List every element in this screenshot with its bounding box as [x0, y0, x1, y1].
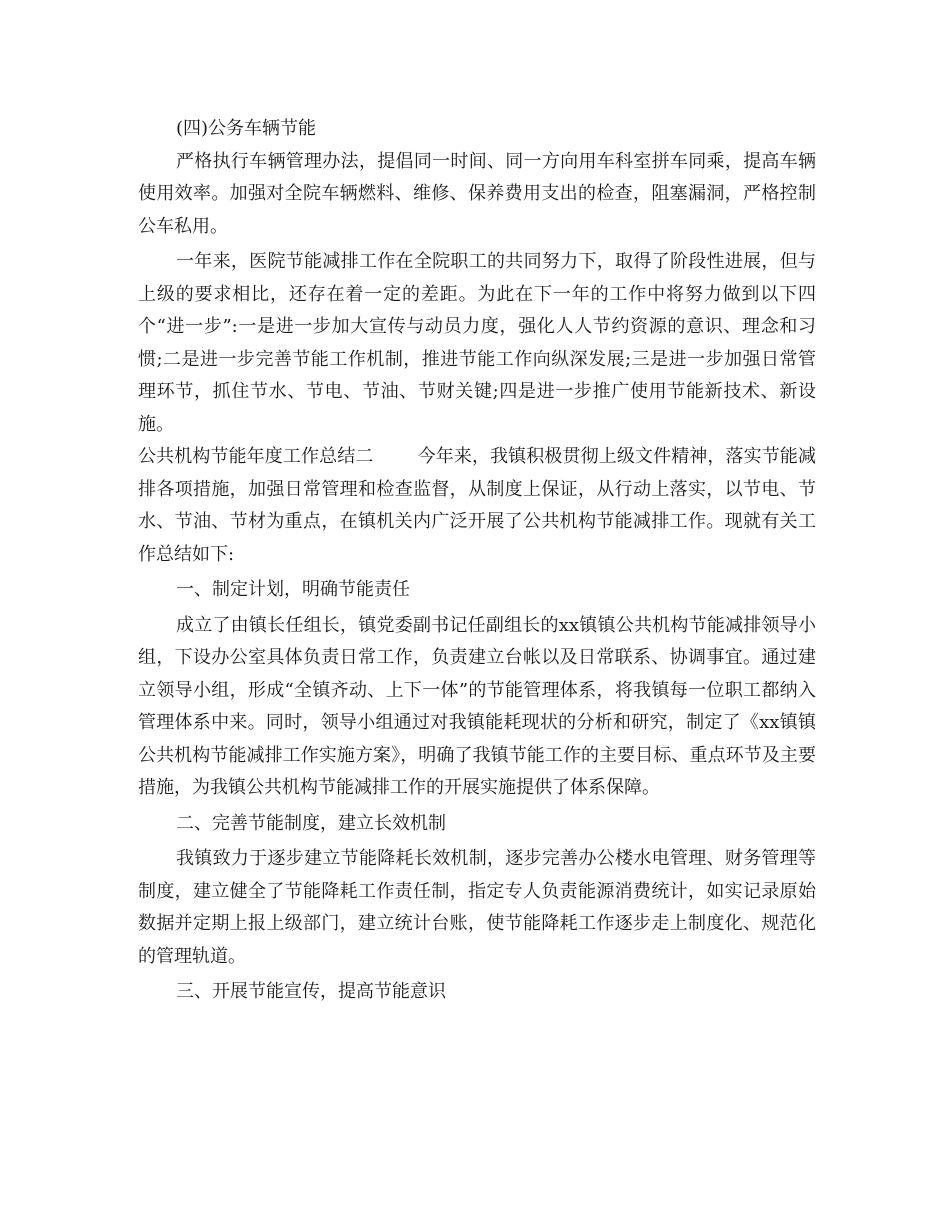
paragraph-leadership-group: 成立了由镇长任组长，镇党委副书记任副组长的xx镇镇公共机构节能减排领导小组，下设办公室具体负责日常工作，负责建立台帐以及日常联系、协调事宜。通过建立领导小组，形成“全镇齐动、上下一体”的节能管理体系，将我镇每一位职工都纳入管理体系中来。同时，领导小组通过对我镇能耗现状的分析和研究，制定了《xx镇镇公共机构节能减排工作实施方案》，明确了我镇节能工作的主要目标、重点环节及主要措施，为我镇公共机构节能减排工作的开展实施提供了体系保障。 [138, 614, 816, 798]
paragraph-vehicle-management: 严格执行车辆管理办法，提倡同一时间、同一方向用车科室拼车同乘，提高车辆使用效率。加强对全院车辆燃料、维修、保养费用支出的检查，阻塞漏洞，严格控制公车私用。 [138, 150, 816, 237]
section-heading-system: 二、完善节能制度，建立长效机制 [176, 812, 446, 834]
section-heading-publicity: 三、开展节能宣传，提高节能意识 [176, 981, 446, 1002]
section-heading-plan: 一、制定计划，明确节能责任 [176, 579, 410, 600]
section-heading-vehicle: (四)公务车辆节能 [176, 118, 317, 139]
paragraph-intro-text: 今年来，我镇积极贯彻上级文件精神，落实节能减排各项措施，加强日常管理和检查监督，从制度上保证，从行动上落实，以节电、节水、节油、节材为重点，在镇机关内广泛开展了公共机构节能减排工作。现就有关工作总结如下: [138, 446, 816, 565]
paragraph-year-summary: 一年来，医院节能减排工作在全院职工的共同努力下，取得了阶段性进展，但与上级的要求相比，还存在着一定的差距。为此在下一年的工作中将努力做到以下四个“进一步”:一是进一步加大宣传与动员力度，强化人人节约资源的意识、理念和习惯;二是进一步完善节能工作机制，推进节能工作向纵深发展;三是进一步加强日常管理环节，抓住节水、节电、节油、节财关键;四是进一步推广使用节能新技术、新设施。 [138, 251, 816, 435]
document-subtitle: 公共机构节能年度工作总结二 [138, 446, 374, 467]
paragraph-long-term-mechanism: 我镇致力于逐步建立节能降耗长效机制，逐步完善办公楼水电管理、财务管理等制度，建立健全了节能降耗工作责任制，指定专人负责能源消费统计，如实记录原始数据并定期上报上级部门，建立统计台账，使节能降耗工作逐步走上制度化、规范化的管理轨道。 [138, 848, 816, 967]
paragraph-summary-two [138, 441, 816, 571]
document-body [138, 113, 816, 1009]
